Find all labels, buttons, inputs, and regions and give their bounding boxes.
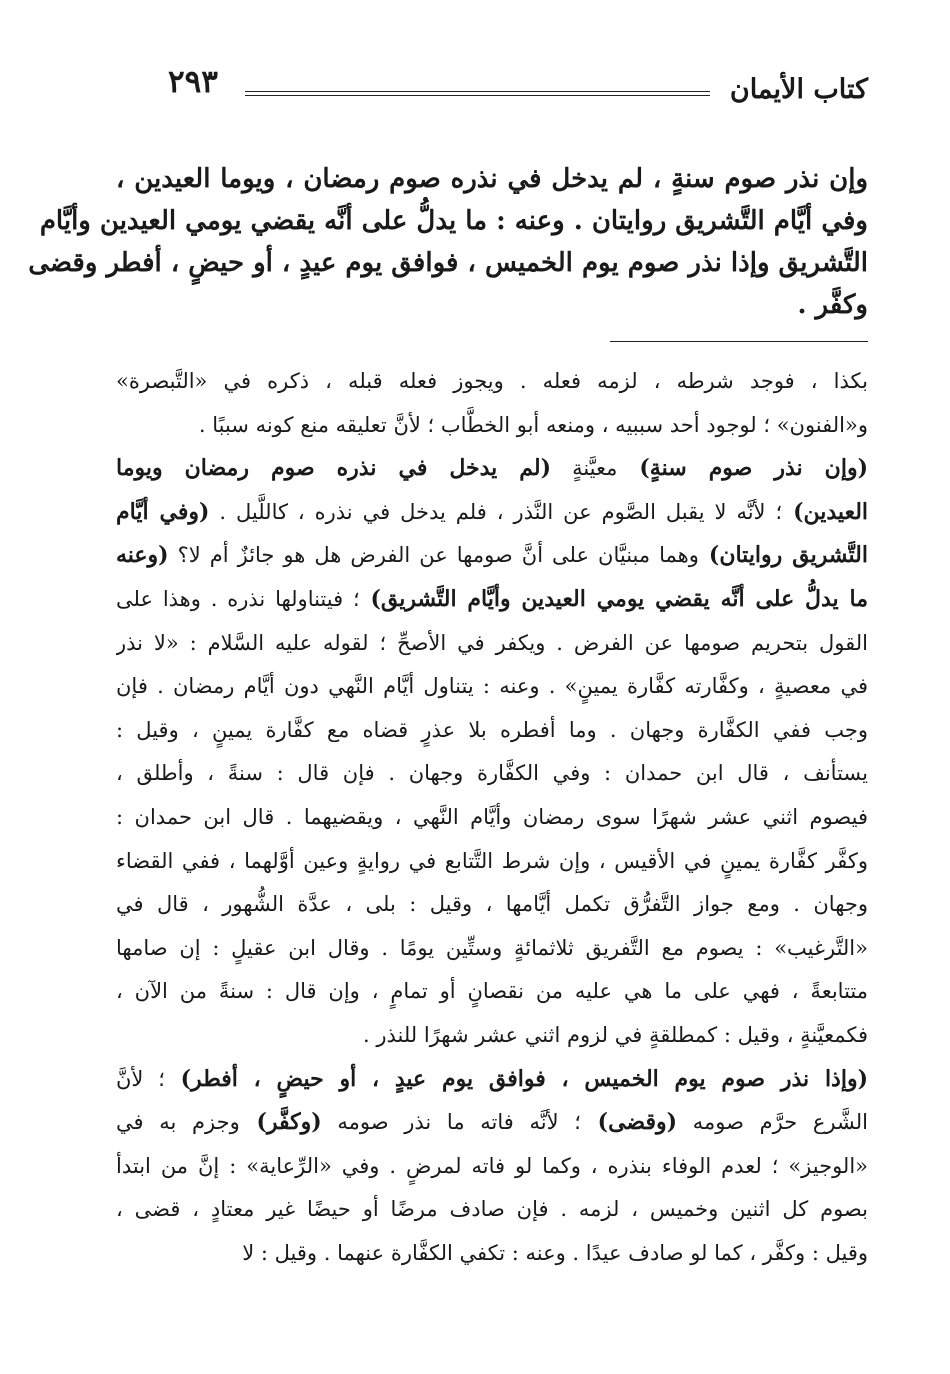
quoted-main-text: (وفي أيَّام [116, 498, 210, 525]
commentary-line [116, 491, 868, 535]
commentary-text [116, 360, 868, 1275]
commentary-run: الشَّرع حرَّم صومه [677, 1110, 868, 1135]
commentary-line [116, 665, 868, 709]
commentary-run: بصوم كل اثنين وخميس ، لزمه . فإن صادف مرضًا أو حيضًا غير معتادٍ ، قضى ، [116, 1197, 868, 1222]
commentary-line [116, 970, 868, 1014]
page-number: ٢٩٣ [168, 64, 218, 100]
commentary-run: وقيل : وكفَّر ، كما لو صادف عيدًا . وعنه : تكفي الكفَّارة عنهما . وقيل : لا [242, 1240, 868, 1265]
commentary-run: «التَّرغيب» : يصوم مع التَّفريق ثلاثمائةٍ وستِّين يومًا . وقال ابن عقيلٍ : إن صامها [116, 935, 868, 960]
commentary-line [116, 1188, 868, 1232]
quoted-main-text: (وإن نذر صوم سنةٍ) [617, 455, 868, 482]
main-text-line: وإن نذر صوم سنةٍ ، لم يدخل في نذره صوم رمضان ، ويوما العيدين ، [116, 164, 868, 194]
commentary-run: وجزم به في [116, 1110, 240, 1135]
commentary-run: بكذا ، فوجد شرطه ، لزمه فعله . ويجوز فعله قبله ، ذكره في «التَّبصرة» [116, 369, 868, 393]
book-title: كتاب الأيمان [729, 74, 868, 105]
commentary-line [116, 360, 868, 404]
commentary-run: ؛ لأنَّ [116, 1066, 165, 1091]
separator-rule [610, 341, 868, 342]
commentary-line [116, 1232, 868, 1276]
commentary-run: وجب ففي الكفَّارة وجهان . وما أفطره بلا عذرٍ قضاه مع كفَّارة يمينٍ ، وقيل : [116, 717, 868, 742]
main-text-line: التَّشريق وإذا نذر صوم يوم الخميس ، فوافق يوم عيدٍ ، أو حيضٍ ، أفطر وقضى [28, 248, 868, 278]
running-header [150, 62, 868, 118]
quoted-main-text: ما يدلُّ على أنَّه يقضي يومي العيدين وأيَّام التَّشريق) [359, 585, 868, 612]
header-double-rule [245, 91, 710, 96]
commentary-line [116, 1145, 868, 1189]
commentary-run: «الوجيز» ؛ لعدم الوفاء بنذره ، وكما لو فاته لمرضٍ . وفي «الرِّعاية» : إنَّ من ابتدأ [116, 1153, 868, 1178]
quoted-main-text: (وعنه [116, 542, 169, 569]
commentary-line [116, 796, 868, 840]
quoted-main-text: (لم يدخل في نذره صوم رمضان ويوما [116, 455, 552, 482]
commentary-line [116, 534, 868, 578]
commentary-run: متتابعةً ، فهي على ما هي عليه من نقصانٍ أو تمامٍ ، وإن قال : سنةً من الآن ، [116, 979, 868, 1004]
commentary-run: معيَّنةٍ [551, 456, 618, 481]
commentary-run: فيصوم اثني عشر شهرًا سوى رمضان وأيَّام النَّهي ، ويقضيهما . قال ابن حمدان : [116, 804, 868, 829]
commentary-line [116, 622, 868, 666]
commentary-run: ؛ لأنَّه لا يقبل الصَّوم عن النَّذر ، فلم يدخل في نذره ، كاللَّيل . [209, 499, 783, 524]
commentary-line [116, 404, 868, 448]
commentary-run: وكفَّر كفَّارة يمينٍ في الأقيس ، وإن شرط التَّتابع في روايةٍ وعين أوَّلهما ، ففي القضاء [116, 848, 868, 873]
quoted-main-text: التَّشريق روايتان) [698, 542, 868, 569]
quoted-main-text: (وقضى) [580, 1109, 678, 1136]
commentary-run: يستأنف ، قال ابن حمدان : وفي الكفَّارة وجهان . فإن قال : سنةً ، وأطلق ، [116, 761, 868, 786]
commentary-line [116, 1101, 868, 1145]
commentary-line [116, 752, 868, 796]
main-text [28, 158, 868, 326]
commentary-line [116, 927, 868, 971]
commentary-run: ؛ لأنَّه فاته ما نذر صومه [321, 1110, 581, 1135]
commentary-line [116, 447, 868, 491]
commentary-run: فكمعيَّنةٍ ، وقيل : كمطلقةٍ في لزوم اثني عشر شهرًا للنذر . [362, 1022, 868, 1047]
quoted-main-text: العيدين) [782, 498, 868, 525]
commentary-run: ؛ فيتناولها نذره . وهذا على [116, 586, 360, 611]
commentary-line [116, 578, 868, 622]
main-text-line: وفي أيَّام التَّشريق روايتان . وعنه : ما يدلُّ على أنَّه يقضي يومي العيدين وأيَّام [39, 206, 868, 236]
commentary-line [116, 840, 868, 884]
commentary-run: وجهان . ومع جواز التَّفرُّق تكمل أيَّامها ، وقيل : بلى ، عدَّة الشُّهور ، قال في [116, 892, 868, 917]
quoted-main-text: (وإذا نذر صوم يوم الخميس ، فوافق يوم عيدٍ ، أو حيضٍ ، أفطر) [164, 1065, 868, 1092]
commentary-line [116, 1014, 868, 1058]
commentary-line [116, 883, 868, 927]
commentary-run: في معصيةٍ ، وكفَّارته كفَّارة يمينٍ» . وعنه : يتناول أيَّام النَّهي دون أيَّام رمضان . فإن [116, 674, 868, 699]
main-text-line: وكفَّر . [797, 290, 868, 320]
commentary-run: وهما مبنيَّان على أنَّ صومها عن الفرض هل هو جائزٌ أم لا؟ [168, 543, 699, 568]
commentary-run: و«الفنون» ؛ لوجود أحد سببيه ، ومنعه أبو الخطَّاب ؛ لأنَّ تعليقه منع كونه سببًا . [198, 412, 868, 437]
commentary-line [116, 1058, 868, 1102]
commentary-line [116, 709, 868, 753]
commentary-run: القول بتحريم صومها عن الفرض . ويكفر في الأصحِّ ؛ لقوله عليه السَّلام : «لا نذر [116, 630, 868, 655]
quoted-main-text: (وكفَّر) [239, 1109, 322, 1136]
